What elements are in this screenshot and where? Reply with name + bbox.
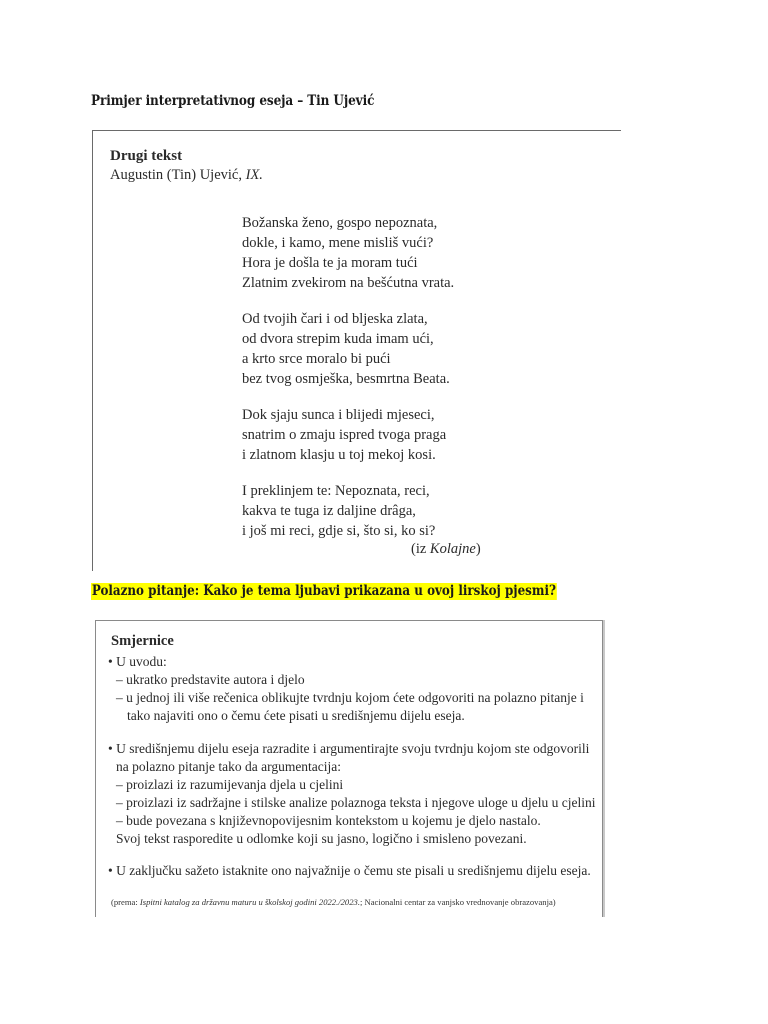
poem-line: Dok sjaju sunca i blijedi mjeseci, <box>242 407 435 423</box>
poem-source <box>411 541 481 558</box>
stanza-1 <box>242 213 454 293</box>
poem-line: dokle, i kamo, mene misliš vući? <box>242 235 434 251</box>
poem-line: Božanska ženo, gospo nepoznata, <box>242 215 438 231</box>
poem-line: Hora je došla te ja moram tući <box>242 255 418 271</box>
stanza-3 <box>242 405 446 465</box>
poem-author <box>110 167 263 184</box>
stanza-4 <box>242 481 435 541</box>
poem-line: Od tvojih čari i od bljeska zlata, <box>242 311 428 327</box>
poem-line: i zlatnom klasju u toj mekoj kosi. <box>242 447 436 463</box>
guideline-line: • U uvodu: <box>108 654 167 669</box>
note-title: Ispitni katalog za državnu maturu u školskoj godini 2022./2023. <box>139 897 360 907</box>
source-prefix: (iz <box>411 541 430 557</box>
poem-box <box>92 130 621 571</box>
guidelines-box <box>95 620 603 917</box>
page-title: Primjer interpretativnog eseja – Tin Ujević <box>91 93 375 109</box>
poem-work-title: IX. <box>245 167 263 183</box>
guideline-line: na polazno pitanje tako da argumentacija: <box>116 759 342 774</box>
poem-line: snatrim o zmaju ispred tvoga praga <box>242 427 447 443</box>
guidelines-source-note <box>111 897 556 907</box>
guideline-line: – proizlazi iz sadržajne i stilske analize polaznoga teksta i njegove uloge u djelu u cjelini <box>116 795 596 810</box>
guideline-line: tako najaviti ono o čemu ćete pisati u središnjemu dijelu eseja. <box>127 708 465 723</box>
poem-line: I preklinjem te: Nepoznata, reci, <box>242 483 430 499</box>
source-title: Kolajne <box>429 541 476 557</box>
poem-line: bez tvog osmješka, besmrtna Beata. <box>242 371 450 387</box>
note-suffix: ; Nacionalni centar za vanjsko vrednovanje obrazovanja) <box>359 897 556 907</box>
note-prefix: (prema: <box>111 897 140 907</box>
poem-line: a krto srce moralo bi pući <box>242 351 391 367</box>
stanza-2 <box>242 309 450 389</box>
poem-author-name: Augustin (Tin) Ujević, <box>110 167 242 183</box>
guideline-line: • U zaključku sažeto istaknite ono najvažnije o čemu ste pisali u središnjemu dijelu eseja. <box>108 863 591 878</box>
poem-line: kakva te tuga iz daljine drâga, <box>242 503 416 519</box>
guideline-line: • U središnjemu dijelu eseja razradite i argumentirajte svoju tvrdnju kojom ste odgovorili <box>108 741 590 756</box>
poem-line: i još mi reci, gdje si, što si, ko si? <box>242 523 436 539</box>
guideline-line: – proizlazi iz razumijevanja djela u cjelini <box>116 777 344 792</box>
prompt-question: Polazno pitanje: Kako je tema ljubavi prikazana u ovoj lirskoj pjesmi? <box>91 583 556 599</box>
poem-line: Zlatnim zvekirom na bešćutna vrata. <box>242 275 455 291</box>
source-suffix: ) <box>475 541 481 557</box>
guideline-line: – u jednoj ili više rečenica oblikujte tvrdnju kojom ćete odgovoriti na polazno pitanje i <box>116 690 584 705</box>
poem-line: od dvora strepim kuda imam ući, <box>242 331 434 347</box>
poem-heading: Drugi tekst <box>110 148 183 164</box>
guideline-line: – bude povezana s književnopovijesnim kontekstom u kojemu je djelo nastalo. <box>116 813 541 828</box>
guideline-line: Svoj tekst rasporedite u odlomke koji su jasno, logično i smisleno povezani. <box>116 831 527 846</box>
guidelines-title: Smjernice <box>111 633 174 649</box>
guideline-line: – ukratko predstavite autora i djelo <box>116 672 305 687</box>
